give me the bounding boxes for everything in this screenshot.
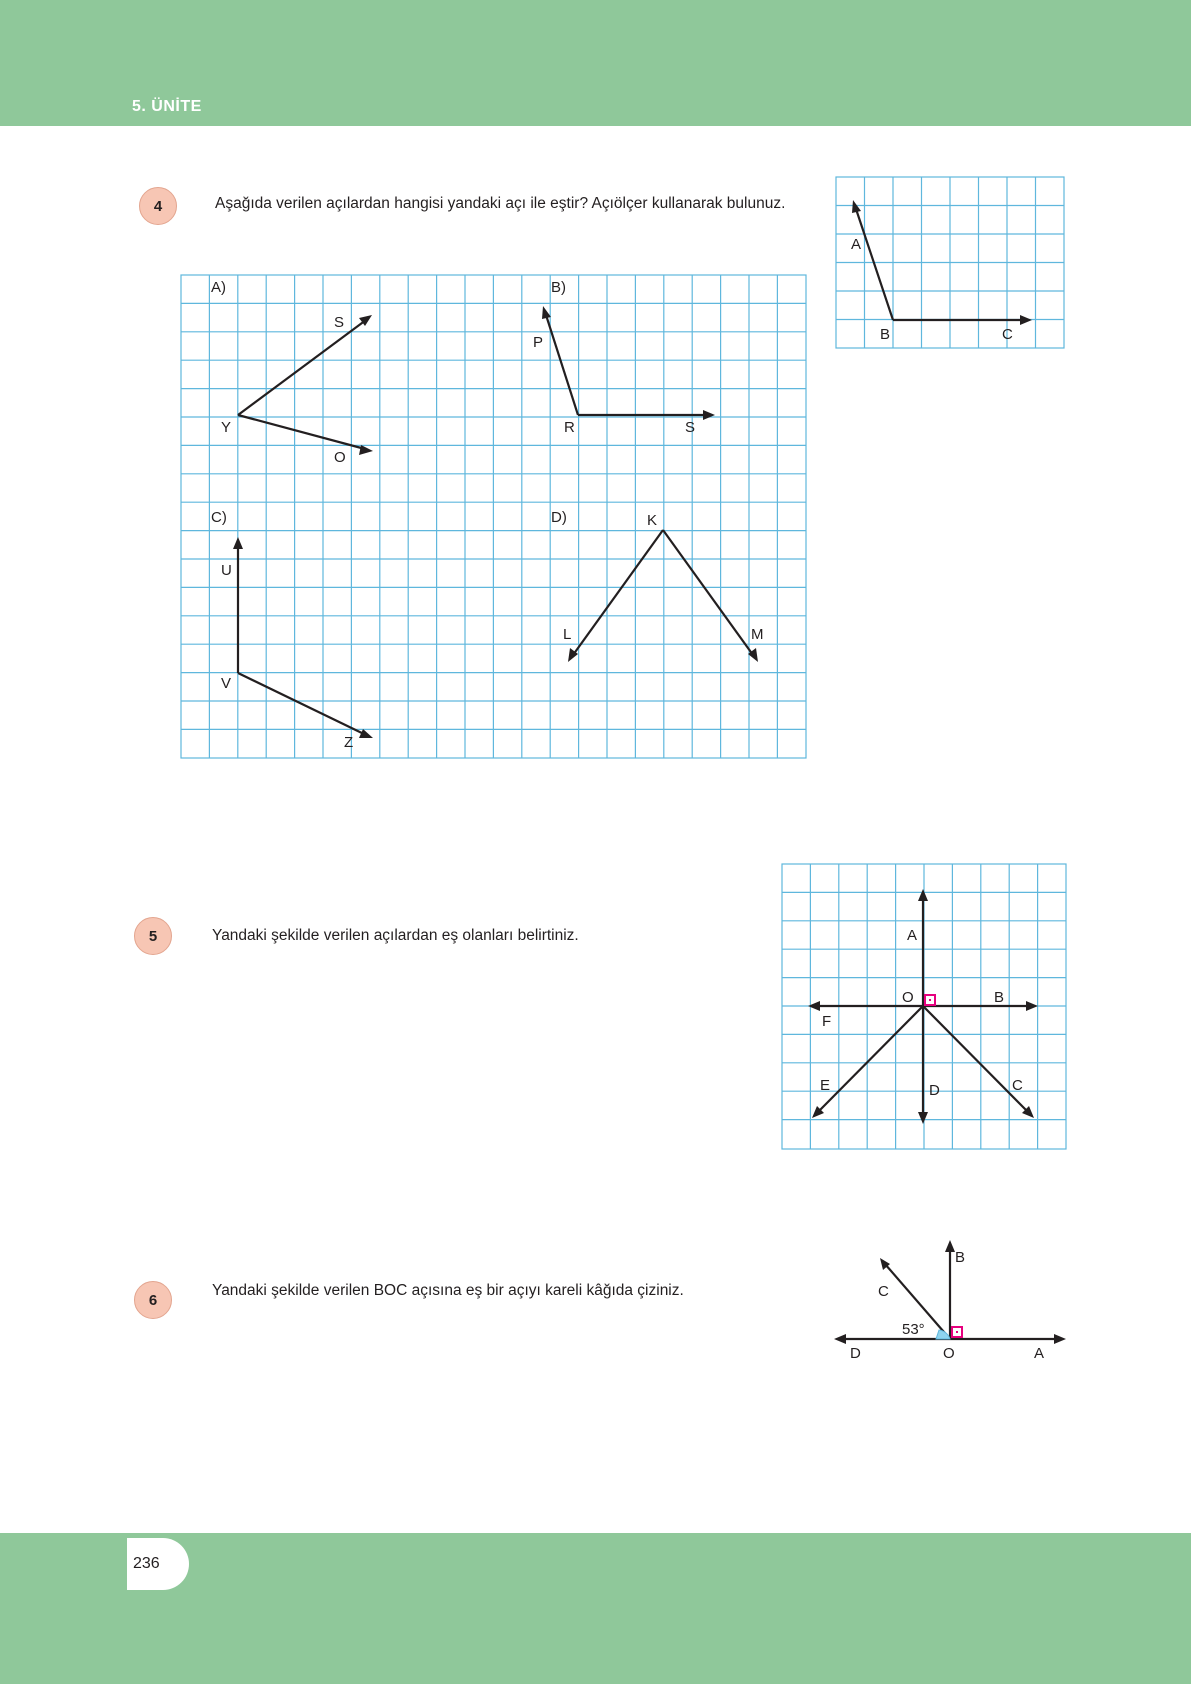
label-b: B xyxy=(880,326,891,343)
label-l: L xyxy=(563,626,572,643)
label-d: D xyxy=(850,1345,861,1362)
label-p: P xyxy=(533,334,544,351)
label-a: A xyxy=(1034,1345,1045,1362)
angle-value: 53° xyxy=(902,1321,925,1338)
unit-label: 5. ÜNİTE xyxy=(132,98,202,115)
label-d: D xyxy=(929,1082,940,1099)
label-c: C xyxy=(1012,1077,1023,1094)
label-b: B xyxy=(994,989,1005,1006)
label-e: E xyxy=(820,1077,831,1094)
label-a: A xyxy=(907,927,918,944)
option-c-label: C) xyxy=(211,509,227,526)
label-s: S xyxy=(334,314,345,331)
question-6-badge: 6 xyxy=(134,1281,172,1319)
label-c: C xyxy=(878,1283,889,1300)
option-a-label: A) xyxy=(211,279,226,296)
label-b: B xyxy=(955,1249,966,1266)
q4-options-grid xyxy=(181,275,807,759)
q4-reference-figure xyxy=(836,177,1066,349)
q6-figure xyxy=(830,1236,1070,1376)
label-o: O xyxy=(943,1345,955,1362)
label-m: M xyxy=(751,626,764,643)
label-c: C xyxy=(1002,326,1013,343)
question-5-badge: 5 xyxy=(134,917,172,955)
label-v: V xyxy=(221,675,232,692)
label-y: Y xyxy=(221,419,232,436)
page-number: 236 xyxy=(133,1555,160,1572)
question-4-badge: 4 xyxy=(139,187,177,225)
label-s2: S xyxy=(685,419,696,436)
label-o: O xyxy=(334,449,346,466)
option-b-label: B) xyxy=(551,279,566,296)
question-5-text: Yandaki şekilde verilen açılardan eş olanları belirtiniz. xyxy=(212,927,579,944)
label-u: U xyxy=(221,562,232,579)
label-a: A xyxy=(851,236,862,253)
label-r: R xyxy=(564,419,575,436)
label-k: K xyxy=(647,512,658,529)
question-4-text: Aşağıda verilen açılardan hangisi yandaki açı ile eştir? Açıölçer kullanarak bulunuz. xyxy=(215,195,786,212)
q5-figure xyxy=(782,864,1067,1150)
label-o: O xyxy=(902,989,914,1006)
label-z: Z xyxy=(344,734,354,751)
question-6-text: Yandaki şekilde verilen BOC açısına eş bir açıyı kareli kâğıda çiziniz. xyxy=(212,1282,684,1299)
option-d-label: D) xyxy=(551,509,567,526)
label-f: F xyxy=(822,1013,832,1030)
